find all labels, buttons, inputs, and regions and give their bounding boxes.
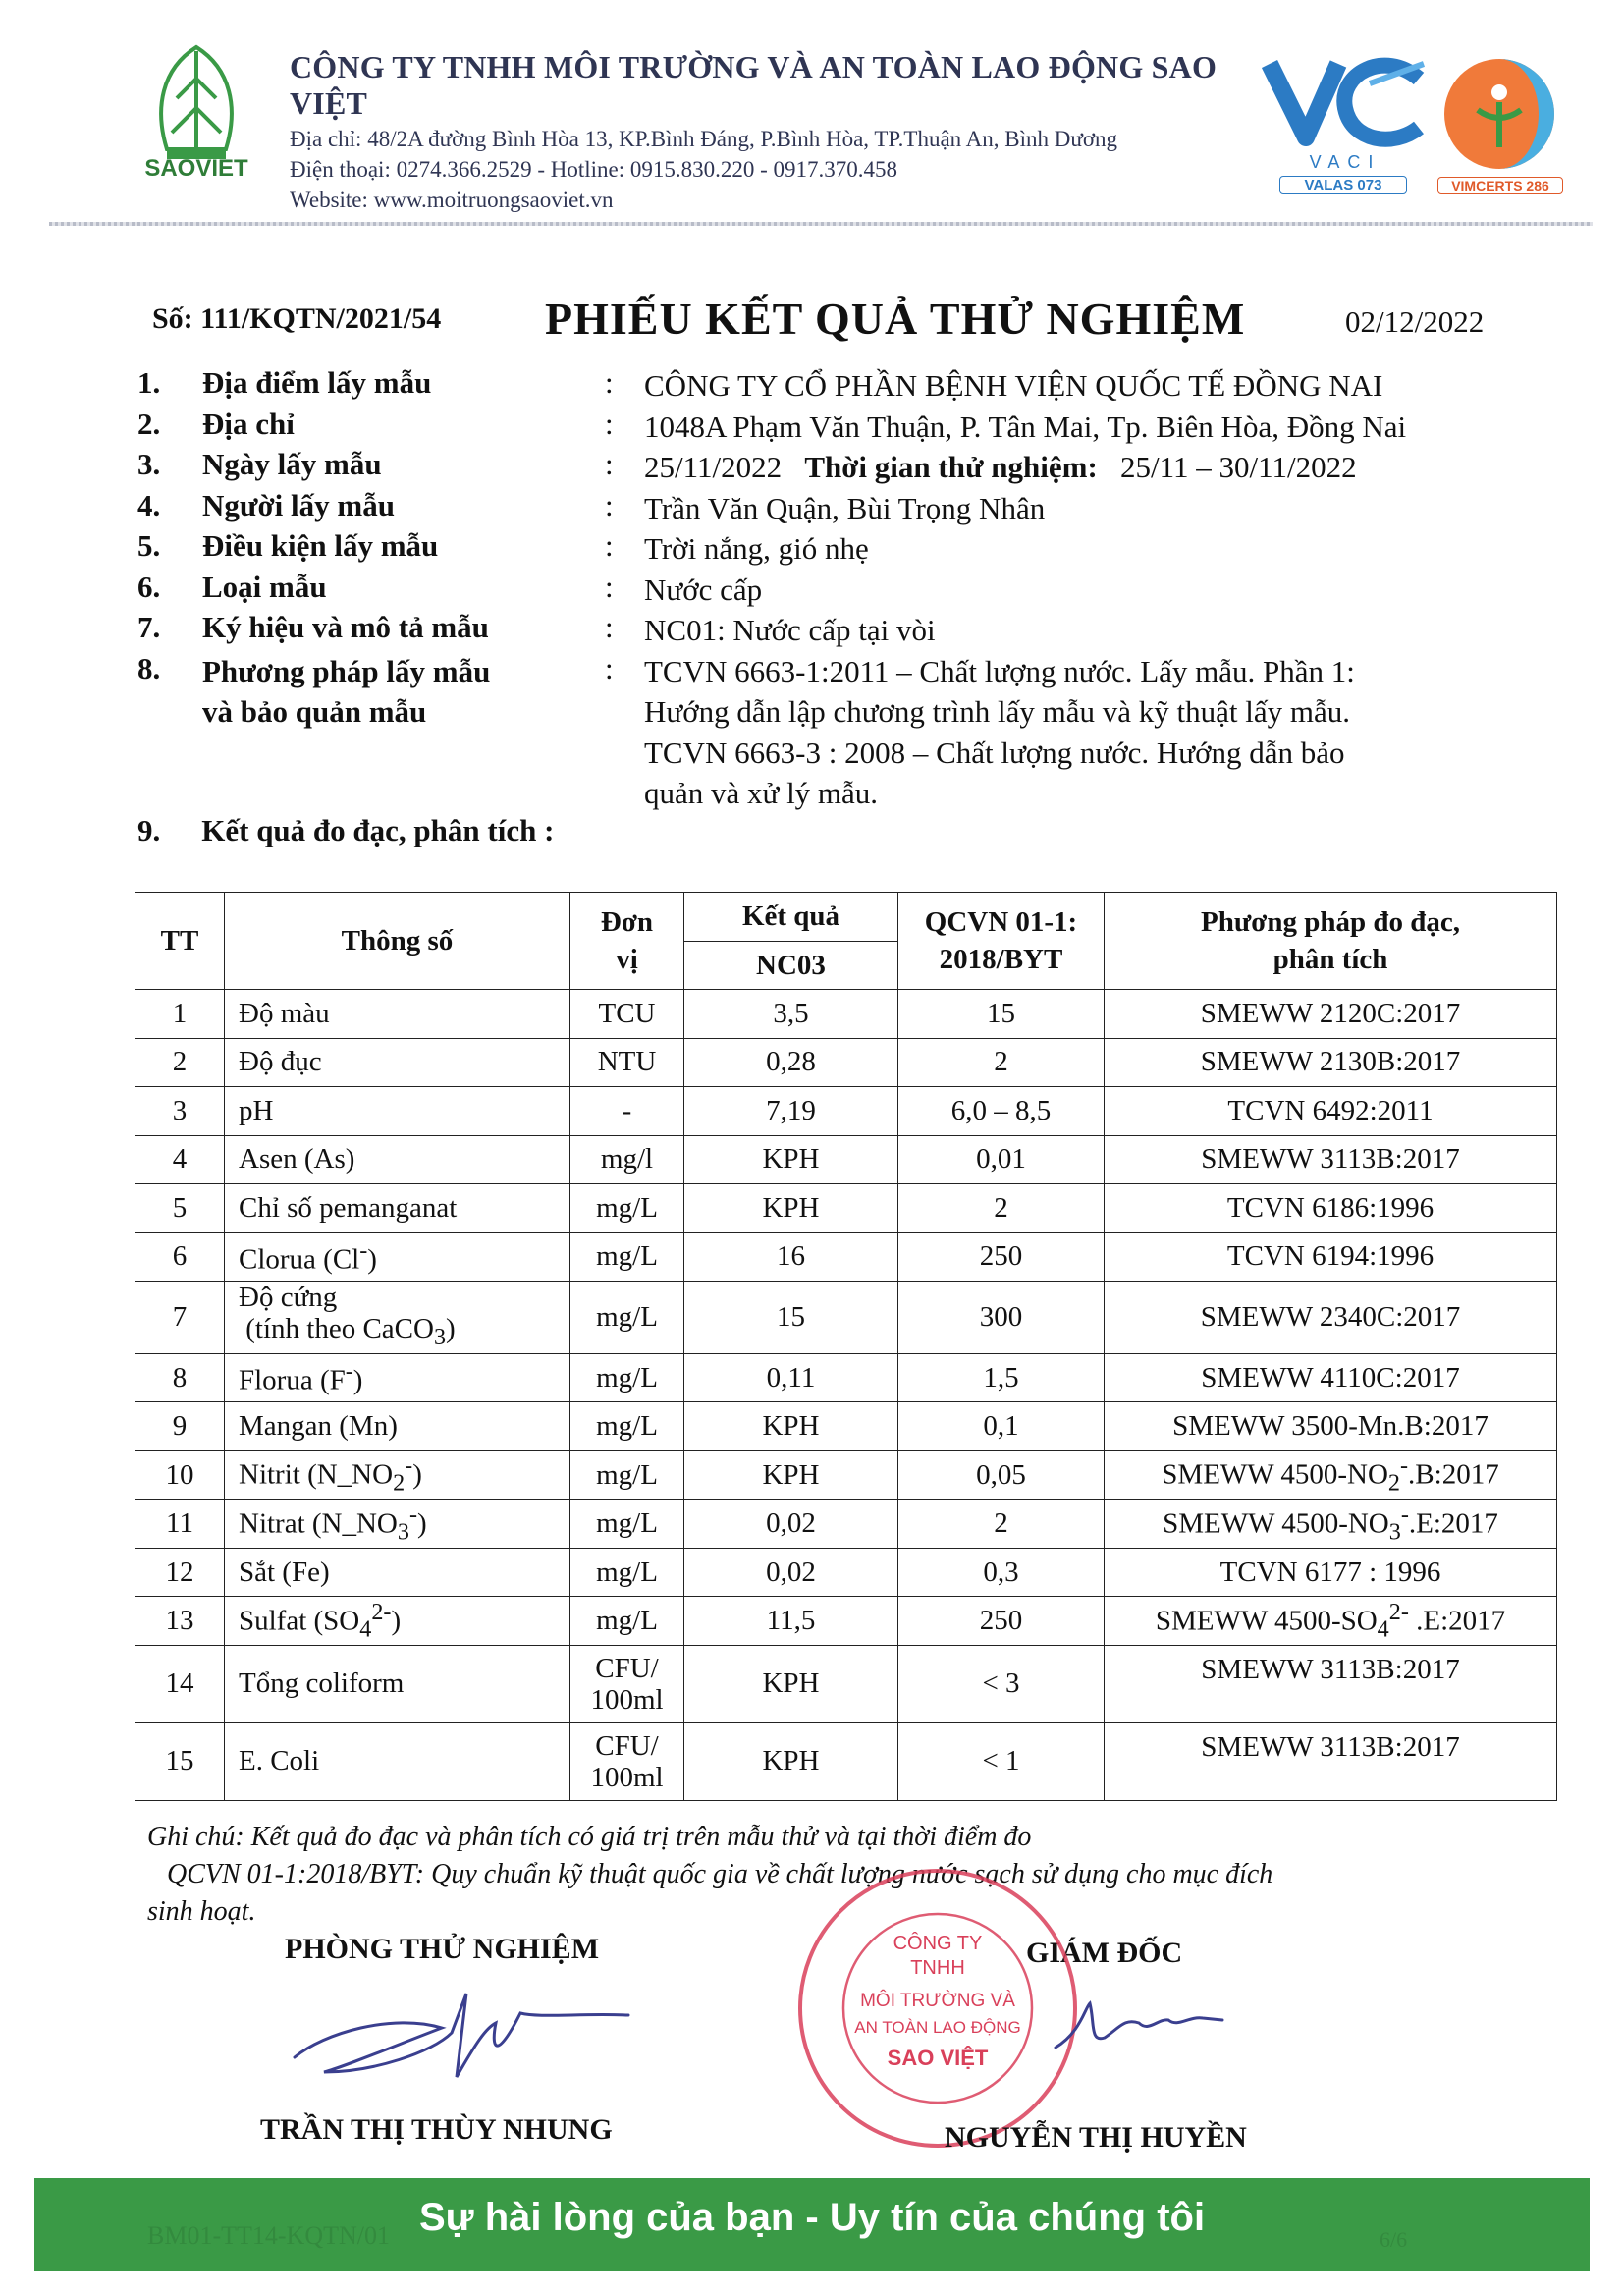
header-parameter: Thông số <box>225 893 570 990</box>
table-row <box>135 1353 1557 1402</box>
table-row <box>135 1135 1557 1184</box>
lab-signature-title: PHÒNG THỬ NGHIỆM <box>285 1933 600 1965</box>
table-row <box>135 1402 1557 1451</box>
info-label: Điều kiện lấy mẫu <box>202 528 439 563</box>
cell-parameter <box>225 1597 570 1646</box>
param-text: Clorua (Cl <box>239 1243 360 1276</box>
section-9-heading <box>137 813 554 848</box>
cell-tt: 4 <box>135 1135 225 1184</box>
note-line: sinh hoạt. <box>147 1896 256 1927</box>
cell-limit: 2 <box>898 1038 1105 1087</box>
info-label: Người lấy mẫu <box>202 487 395 522</box>
param-text: Sulfat (SO <box>239 1605 360 1637</box>
info-colon: : <box>605 365 614 400</box>
table-header-row <box>135 893 1557 942</box>
method-text: SMEWW 4500-NO <box>1162 1458 1388 1491</box>
document-number: Số: 111/KQTN/2021/54 <box>152 302 442 335</box>
method-subscript: 2 <box>1387 1469 1400 1497</box>
info-label: Ngày lấy mẫu <box>202 447 382 481</box>
cell-parameter: Chỉ số pemanganat <box>225 1184 570 1233</box>
cell-unit <box>570 1645 684 1722</box>
test-period-label: Thời gian thử nghiệm: <box>804 450 1098 484</box>
cell-limit: < 1 <box>898 1722 1105 1800</box>
info-value: NC01: Nước cấp tại vòi <box>644 613 936 647</box>
cell-unit: NTU <box>570 1038 684 1087</box>
param-text: ) <box>391 1605 402 1637</box>
cell-parameter: Tổng coliform <box>225 1645 570 1722</box>
cell-tt: 7 <box>135 1282 225 1354</box>
cell-limit: 300 <box>898 1282 1105 1354</box>
director-name: NGUYỄN THỊ HUYỀN <box>945 2121 1247 2154</box>
method-text: .E:2017 <box>1408 1507 1498 1540</box>
method-text: SMEWW 4500-NO <box>1163 1507 1389 1540</box>
cell-parameter: Độ đục <box>225 1038 570 1087</box>
cell-result: KPH <box>684 1135 898 1184</box>
table-row <box>135 1722 1557 1800</box>
vaci-logo <box>1262 54 1429 201</box>
method-line: TCVN 6663-1:2011 – Chất lượng nước. Lấy mẫu. Phần 1: <box>644 653 1355 688</box>
cell-result: 16 <box>684 1232 898 1282</box>
info-value: 1048A Phạm Văn Thuận, P. Tân Mai, Tp. Biên Hòa, Đồng Nai <box>644 409 1407 444</box>
sample-info-list <box>137 365 1561 814</box>
cell-method: SMEWW 3113B:2017 <box>1105 1135 1557 1184</box>
info-colon: : <box>605 487 614 522</box>
param-text: Nitrat (N_NO <box>239 1507 398 1540</box>
company-phone: Điện thoại: 0274.366.2529 - Hotline: 0915.830.220 - 0917.370.458 <box>290 157 898 182</box>
cell-unit: mg/L <box>570 1282 684 1354</box>
cell-limit: 1,5 <box>898 1353 1105 1402</box>
param-text: ) <box>352 1364 363 1396</box>
header-result: Kết quả <box>684 893 898 942</box>
company-website: Website: www.moitruongsaoviet.vn <box>290 188 614 212</box>
table-row <box>135 1597 1557 1646</box>
param-text: ) <box>417 1507 427 1540</box>
cell-limit: 2 <box>898 1184 1105 1233</box>
method-text: .B:2017 <box>1408 1458 1499 1491</box>
info-colon: : <box>605 406 614 441</box>
header-unit-line: vị <box>616 944 638 975</box>
method-line: TCVN 6663-3 : 2008 – Chất lượng nước. Hướng dẫn bảo <box>644 735 1345 770</box>
method-line: Hướng dẫn lập chương trình lấy mẫu và kỹ thuật lấy mẫu. <box>644 694 1350 729</box>
info-row <box>137 610 1561 651</box>
cell-tt: 9 <box>135 1402 225 1451</box>
cell-method <box>1105 1500 1557 1549</box>
cell-unit: mg/L <box>570 1500 684 1549</box>
info-colon: : <box>605 569 614 604</box>
info-value: Trời nắng, gió nhẹ <box>644 531 869 566</box>
header-qcvn-line: QCVN 01-1: <box>924 906 1078 938</box>
director-handwritten-signature <box>1051 1989 1227 2067</box>
cell-tt: 6 <box>135 1232 225 1282</box>
vimcerts-code: VIMCERTS 286 <box>1437 177 1563 194</box>
header-tt: TT <box>135 893 225 990</box>
cell-parameter: E. Coli <box>225 1722 570 1800</box>
info-number: 2. <box>137 406 161 441</box>
cell-parameter: Asen (As) <box>225 1135 570 1184</box>
stamp-line: AN TOÀN LAO ĐỘNG <box>854 2018 1021 2037</box>
header-unit <box>570 893 684 990</box>
cell-parameter <box>225 1353 570 1402</box>
cell-result: 7,19 <box>684 1087 898 1136</box>
table-row <box>135 1232 1557 1282</box>
cell-limit: 250 <box>898 1232 1105 1282</box>
cell-tt: 15 <box>135 1722 225 1800</box>
info-label: Địa chỉ <box>202 406 295 441</box>
info-number: 1. <box>137 365 161 400</box>
param-superscript: - <box>405 1452 413 1480</box>
cell-limit: 15 <box>898 990 1105 1039</box>
param-text: ) <box>412 1458 422 1491</box>
logo-left-text: SAOVIET <box>144 155 248 182</box>
cell-tt: 1 <box>135 990 225 1039</box>
note-line: Ghi chú: Kết quả đo đạc và phân tích có giá trị trên mẫu thử và tại thời điểm đo <box>147 1822 1032 1852</box>
document-date: 02/12/2022 <box>1345 304 1485 339</box>
info-row <box>137 488 1561 529</box>
cell-result: KPH <box>684 1402 898 1451</box>
info-number: 7. <box>137 610 161 644</box>
vaci-code: VALAS 073 <box>1279 176 1407 194</box>
footer-slogan: Sự hài lòng của bạn - Uy tín của chúng tôi <box>418 2196 1206 2239</box>
info-label: Địa điểm lấy mẫu <box>202 365 432 400</box>
cell-method: TCVN 6492:2011 <box>1105 1087 1557 1136</box>
note-line: QCVN 01-1:2018/BYT: Quy chuẩn kỹ thuật quốc gia về chất lượng nước sạch sử dụng cho mục đích <box>167 1859 1273 1889</box>
unit-line: CFU/ <box>595 1652 659 1684</box>
cell-tt: 12 <box>135 1548 225 1597</box>
info-label-line: Phương pháp lấy mẫu <box>202 653 491 688</box>
cell-result: KPH <box>684 1722 898 1800</box>
cell-parameter <box>225 1282 570 1354</box>
cell-limit: 0,1 <box>898 1402 1105 1451</box>
cell-unit: mg/L <box>570 1597 684 1646</box>
cell-result: KPH <box>684 1645 898 1722</box>
header-method-line: Phương pháp đo đạc, <box>1201 906 1460 938</box>
table-row <box>135 1548 1557 1597</box>
cell-result: KPH <box>684 1450 898 1500</box>
document-title: PHIẾU KẾT QUẢ THỬ NGHIỆM <box>545 294 1246 344</box>
info-number: 3. <box>137 447 161 481</box>
method-text: .E:2017 <box>1408 1605 1506 1637</box>
header-qcvn <box>898 893 1105 990</box>
param-text: Độ cứng <box>239 1282 338 1313</box>
cell-limit: 0,3 <box>898 1548 1105 1597</box>
header-result-sample: NC03 <box>684 941 898 990</box>
company-name: CÔNG TY TNHH MÔI TRƯỜNG VÀ AN TOÀN LAO ĐỘNG SAO VIỆT <box>290 49 1218 121</box>
cell-unit <box>570 1722 684 1800</box>
cell-unit: mg/L <box>570 1548 684 1597</box>
unit-line: 100ml <box>590 1683 664 1716</box>
method-line: quản và xử lý mẫu. <box>644 776 879 810</box>
info-value <box>644 447 1567 488</box>
cell-method: SMEWW 2340C:2017 <box>1105 1282 1557 1354</box>
stamp-line: MÔI TRƯỜNG VÀ <box>860 1991 1015 2011</box>
page-number: 6/6 <box>1380 2227 1408 2252</box>
param-superscript: - <box>408 1501 418 1528</box>
company-info <box>290 49 1232 213</box>
company-stamp <box>790 1861 1085 2156</box>
cell-tt: 5 <box>135 1184 225 1233</box>
vaci-text: VACI <box>1309 152 1381 172</box>
company-address: Địa chỉ: 48/2A đường Bình Hòa 13, KP.Bình Đáng, P.Bình Hòa, TP.Thuận An, Bình Dương <box>290 127 1117 151</box>
param-subscript: 3 <box>433 1323 447 1350</box>
table-row <box>135 1184 1557 1233</box>
info-colon: : <box>605 610 614 644</box>
cell-result: 0,28 <box>684 1038 898 1087</box>
cell-tt: 2 <box>135 1038 225 1087</box>
cell-parameter <box>225 1232 570 1282</box>
cell-method: SMEWW 3500-Mn.B:2017 <box>1105 1402 1557 1451</box>
info-value: CÔNG TY CỔ PHẦN BỆNH VIỆN QUỐC TẾ ĐỒNG NAI <box>644 368 1383 403</box>
cell-unit: mg/L <box>570 1232 684 1282</box>
method-superscript: - <box>1400 1452 1409 1480</box>
cell-tt: 10 <box>135 1450 225 1500</box>
header-divider <box>49 222 1593 226</box>
cell-result: 0,02 <box>684 1500 898 1549</box>
cell-parameter: Sắt (Fe) <box>225 1548 570 1597</box>
table-row <box>135 1450 1557 1500</box>
method-superscript: - <box>1400 1501 1409 1528</box>
table-row <box>135 1038 1557 1087</box>
info-colon: : <box>605 447 614 481</box>
cell-method: TCVN 6186:1996 <box>1105 1184 1557 1233</box>
info-number: 4. <box>137 487 161 522</box>
info-value: Trần Văn Quận, Bùi Trọng Nhân <box>644 490 1046 525</box>
table-row <box>135 1282 1557 1354</box>
cell-limit: 6,0 – 8,5 <box>898 1087 1105 1136</box>
info-number: 6. <box>137 569 161 604</box>
cell-parameter: Mangan (Mn) <box>225 1402 570 1451</box>
lab-signer-name: TRẦN THỊ THÙY NHUNG <box>260 2113 613 2146</box>
stamp-line: TNHH <box>910 1957 965 1979</box>
cell-result: KPH <box>684 1184 898 1233</box>
cell-result: 3,5 <box>684 990 898 1039</box>
cell-method: TCVN 6194:1996 <box>1105 1232 1557 1282</box>
cell-result: 11,5 <box>684 1597 898 1646</box>
stamp-line: SAO VIỆT <box>887 2046 989 2070</box>
cell-method: SMEWW 2120C:2017 <box>1105 990 1557 1039</box>
header-method-line: phân tích <box>1272 944 1388 975</box>
cell-unit: mg/L <box>570 1450 684 1500</box>
cell-parameter: pH <box>225 1087 570 1136</box>
cell-method: SMEWW 3113B:2017 <box>1105 1645 1557 1722</box>
lab-handwritten-signature <box>285 1974 638 2092</box>
cell-limit: 0,05 <box>898 1450 1105 1500</box>
cell-limit: 2 <box>898 1500 1105 1549</box>
info-label: Ký hiệu và mô tả mẫu <box>202 610 489 644</box>
cell-unit: TCU <box>570 990 684 1039</box>
vimcerts-globe-icon <box>1434 49 1566 177</box>
header-qcvn-line: 2018/BYT <box>939 944 1063 975</box>
unit-line: 100ml <box>590 1761 664 1793</box>
unit-line: CFU/ <box>595 1729 659 1762</box>
param-text: Florua (F <box>239 1364 346 1396</box>
info-colon: : <box>605 528 614 563</box>
method-subscript: 4 <box>1377 1615 1389 1643</box>
table-row <box>135 1087 1557 1136</box>
info-label <box>202 651 490 733</box>
sampling-date: 25/11/2022 <box>644 450 783 484</box>
cell-parameter: Độ màu <box>225 990 570 1039</box>
param-text: Nitrit (N_NO <box>239 1458 394 1491</box>
info-number: 5. <box>137 528 161 563</box>
cell-tt: 3 <box>135 1087 225 1136</box>
param-text: ) <box>446 1313 456 1344</box>
section-label: Kết quả đo đạc, phân tích : <box>201 813 555 847</box>
cell-limit: 250 <box>898 1597 1105 1646</box>
param-subscript: 4 <box>359 1615 372 1643</box>
cell-method: SMEWW 4110C:2017 <box>1105 1353 1557 1402</box>
cell-unit: mg/L <box>570 1402 684 1451</box>
table-row <box>135 1500 1557 1549</box>
cell-method: SMEWW 2130B:2017 <box>1105 1038 1557 1087</box>
table-row <box>135 1645 1557 1722</box>
method-subscript: 3 <box>1388 1518 1401 1546</box>
table-row <box>135 990 1557 1039</box>
cell-method: SMEWW 3113B:2017 <box>1105 1722 1557 1800</box>
cell-result: 15 <box>684 1282 898 1354</box>
cell-tt: 11 <box>135 1500 225 1549</box>
info-colon: : <box>605 650 614 685</box>
cell-unit: - <box>570 1087 684 1136</box>
param-text: (tính theo CaCO <box>245 1313 434 1344</box>
param-superscript: - <box>359 1236 368 1264</box>
cell-method <box>1105 1597 1557 1646</box>
info-number: 8. <box>137 650 161 685</box>
info-row <box>137 570 1561 611</box>
vimcerts-logo <box>1434 49 1566 201</box>
method-text: SMEWW 4500-SO <box>1155 1605 1378 1637</box>
info-row <box>137 407 1561 448</box>
cell-tt: 8 <box>135 1353 225 1402</box>
header-unit-line: Đơn <box>600 906 654 938</box>
cell-unit: mg/l <box>570 1135 684 1184</box>
cell-parameter <box>225 1450 570 1500</box>
param-superscript: 2- <box>371 1598 392 1625</box>
info-value: Nước cấp <box>644 572 763 607</box>
info-label: Loại mẫu <box>202 569 327 604</box>
method-superscript: 2- <box>1388 1598 1409 1625</box>
section-number: 9. <box>137 813 161 847</box>
cell-limit: 0,01 <box>898 1135 1105 1184</box>
param-superscript: - <box>345 1358 353 1386</box>
info-row <box>137 447 1561 488</box>
cell-limit: < 3 <box>898 1645 1105 1722</box>
info-row <box>137 365 1561 407</box>
cell-unit: mg/L <box>570 1184 684 1233</box>
info-value <box>644 651 1567 814</box>
param-subscript: 3 <box>397 1518 409 1546</box>
cell-parameter <box>225 1500 570 1549</box>
cell-tt: 13 <box>135 1597 225 1646</box>
info-label-line: và bảo quản mẫu <box>202 694 427 729</box>
results-table <box>135 892 1557 1801</box>
cell-method <box>1105 1450 1557 1500</box>
cell-result: 0,02 <box>684 1548 898 1597</box>
header-method <box>1105 893 1557 990</box>
cell-unit: mg/L <box>570 1353 684 1402</box>
form-code: BM01-TT14-KQTN/01 <box>147 2221 390 2250</box>
cell-tt: 14 <box>135 1645 225 1722</box>
stamp-line: CÔNG TY <box>893 1933 983 1954</box>
cell-method: TCVN 6177 : 1996 <box>1105 1548 1557 1597</box>
info-row <box>137 651 1561 814</box>
test-period-value: 25/11 – 30/11/2022 <box>1120 450 1357 484</box>
info-row <box>137 528 1561 570</box>
director-signature-title: GIÁM ĐỐC <box>1026 1937 1183 1969</box>
param-subscript: 2 <box>393 1469 406 1497</box>
saoviet-logo <box>123 39 270 204</box>
cell-result: 0,11 <box>684 1353 898 1402</box>
param-text: ) <box>367 1243 377 1276</box>
